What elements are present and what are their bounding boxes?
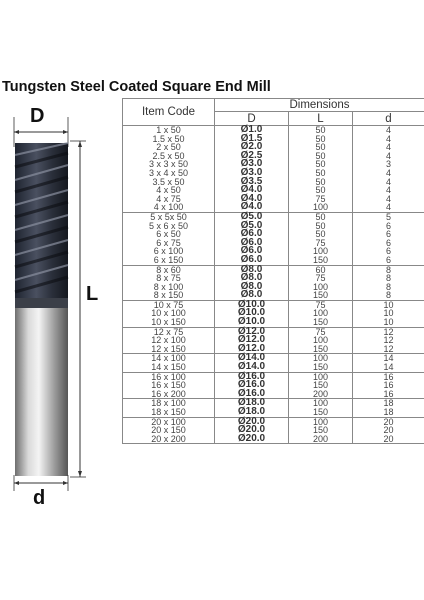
item-code-cell: 20 x 150 [123, 426, 215, 435]
page-title: Tungsten Steel Coated Square End Mill [2, 79, 271, 95]
L-cell: 150 [289, 318, 353, 327]
L-cell: 100 [289, 309, 353, 318]
item-code-cell: 4 x 50 [123, 186, 215, 195]
d-cell: 20 [353, 417, 424, 426]
L-cell: 50 [289, 230, 353, 239]
d-cell: 4 [353, 152, 424, 161]
d-cell: 20 [353, 435, 424, 444]
d-cell: 6 [353, 222, 424, 231]
d-cell: 18 [353, 399, 424, 408]
L-cell: 150 [289, 256, 353, 265]
L-cell: 150 [289, 426, 353, 435]
d-cell: 14 [353, 354, 424, 363]
end-mill-diagram [0, 95, 118, 515]
item-code-cell: 6 x 150 [123, 256, 215, 265]
D-cell: Ø10.0 [215, 309, 289, 318]
L-cell: 100 [289, 354, 353, 363]
d-cell: 4 [353, 186, 424, 195]
spec-table [122, 98, 424, 444]
item-code-cell: 4 x 100 [123, 203, 215, 212]
item-code-cell: 1 x 50 [123, 126, 215, 135]
D-cell: Ø16.0 [215, 372, 289, 381]
d-cell: 6 [353, 256, 424, 265]
item-code-cell: 2 x 50 [123, 143, 215, 152]
D-cell: Ø8.0 [215, 274, 289, 283]
D-cell: Ø3.5 [215, 178, 289, 187]
D-cell: Ø12.0 [215, 345, 289, 354]
d-cell: 8 [353, 274, 424, 283]
item-code-cell: 14 x 150 [123, 363, 215, 372]
L-cell: 100 [289, 203, 353, 212]
spec-table-body [123, 126, 424, 444]
d-cell: 6 [353, 239, 424, 248]
D-cell: Ø18.0 [215, 399, 289, 408]
D-cell: Ø6.0 [215, 256, 289, 265]
item-code-cell: 12 x 150 [123, 345, 215, 354]
L-cell: 75 [289, 195, 353, 204]
d-cell: 4 [353, 135, 424, 144]
d-cell: 4 [353, 203, 424, 212]
d-cell: 14 [353, 363, 424, 372]
shank-diameter-label: d [33, 487, 46, 509]
d-cell: 8 [353, 291, 424, 300]
item-code-cell: 3 x 3 x 50 [123, 160, 215, 169]
D-cell: Ø18.0 [215, 408, 289, 417]
d-cell: 4 [353, 178, 424, 187]
item-code-cell: 20 x 200 [123, 435, 215, 444]
L-cell: 50 [289, 169, 353, 178]
L-cell: 50 [289, 178, 353, 187]
item-code-cell: 12 x 100 [123, 336, 215, 345]
item-code-cell: 4 x 75 [123, 195, 215, 204]
L-cell: 150 [289, 363, 353, 372]
d-cell: 6 [353, 230, 424, 239]
D-cell: Ø6.0 [215, 239, 289, 248]
d-cell: 6 [353, 247, 424, 256]
d-cell: 12 [353, 327, 424, 336]
D-cell: Ø3.0 [215, 169, 289, 178]
d-cell: 12 [353, 345, 424, 354]
L-cell: 60 [289, 265, 353, 274]
item-code-cell: 12 x 75 [123, 327, 215, 336]
item-code-cell: 18 x 100 [123, 399, 215, 408]
spec-table-container [122, 98, 424, 444]
D-cell: Ø16.0 [215, 381, 289, 390]
d-cell: 20 [353, 426, 424, 435]
header-d: d [353, 112, 424, 126]
header-D: D [215, 112, 289, 126]
item-code-cell: 8 x 60 [123, 265, 215, 274]
item-code-cell: 16 x 200 [123, 390, 215, 399]
L-cell: 50 [289, 160, 353, 169]
d-cell: 16 [353, 372, 424, 381]
L-cell: 150 [289, 345, 353, 354]
D-cell: Ø8.0 [215, 265, 289, 274]
D-cell: Ø6.0 [215, 247, 289, 256]
D-cell: Ø8.0 [215, 283, 289, 292]
D-cell: Ø1.5 [215, 135, 289, 144]
item-code-cell: 1.5 x 50 [123, 135, 215, 144]
item-code-cell: 18 x 150 [123, 408, 215, 417]
D-cell: Ø20.0 [215, 417, 289, 426]
L-cell: 150 [289, 408, 353, 417]
item-code-cell: 3.5 x 50 [123, 178, 215, 187]
D-cell: Ø4.0 [215, 203, 289, 212]
L-cell: 50 [289, 126, 353, 135]
item-code-cell: 6 x 50 [123, 230, 215, 239]
d-cell: 10 [353, 318, 424, 327]
item-code-cell: 5 x 6 x 50 [123, 222, 215, 231]
d-cell: 3 [353, 160, 424, 169]
table-row [123, 435, 424, 444]
d-cell: 8 [353, 283, 424, 292]
d-cell: 16 [353, 390, 424, 399]
header-dimensions: Dimensions [215, 99, 424, 112]
d-cell: 4 [353, 195, 424, 204]
d-cell: 5 [353, 212, 424, 221]
D-cell: Ø4.0 [215, 186, 289, 195]
table-row [123, 291, 424, 300]
L-cell: 75 [289, 327, 353, 336]
L-cell: 100 [289, 283, 353, 292]
D-cell: Ø2.5 [215, 152, 289, 161]
D-cell: Ø4.0 [215, 195, 289, 204]
L-cell: 200 [289, 390, 353, 399]
d-cell: 10 [353, 300, 424, 309]
item-code-cell: 5 x 5x 50 [123, 212, 215, 221]
D-cell: Ø20.0 [215, 435, 289, 444]
table-row [123, 318, 424, 327]
d-cell: 10 [353, 309, 424, 318]
D-cell: Ø10.0 [215, 300, 289, 309]
L-cell: 200 [289, 435, 353, 444]
item-code-cell: 3 x 4 x 50 [123, 169, 215, 178]
header-item-code: Item Code [123, 99, 215, 126]
item-code-cell: 6 x 100 [123, 247, 215, 256]
D-cell: Ø2.0 [215, 143, 289, 152]
L-cell: 150 [289, 291, 353, 300]
item-code-cell: 10 x 75 [123, 300, 215, 309]
L-cell: 100 [289, 399, 353, 408]
D-cell: Ø14.0 [215, 354, 289, 363]
table-row [123, 363, 424, 372]
item-code-cell: 2.5 x 50 [123, 152, 215, 161]
L-cell: 100 [289, 417, 353, 426]
length-label: L [86, 283, 99, 305]
L-cell: 50 [289, 222, 353, 231]
D-cell: Ø6.0 [215, 230, 289, 239]
end-mill-drawing [0, 95, 118, 515]
L-cell: 100 [289, 372, 353, 381]
D-cell: Ø12.0 [215, 336, 289, 345]
D-cell: Ø5.0 [215, 222, 289, 231]
D-cell: Ø14.0 [215, 363, 289, 372]
d-cell: 12 [353, 336, 424, 345]
D-cell: Ø20.0 [215, 426, 289, 435]
table-row [123, 408, 424, 417]
D-cell: Ø8.0 [215, 291, 289, 300]
d-cell: 16 [353, 381, 424, 390]
item-code-cell: 8 x 150 [123, 291, 215, 300]
L-cell: 50 [289, 152, 353, 161]
L-cell: 100 [289, 247, 353, 256]
d-cell: 4 [353, 143, 424, 152]
item-code-cell: 10 x 150 [123, 318, 215, 327]
d-cell: 8 [353, 265, 424, 274]
header-L: L [289, 112, 353, 126]
L-cell: 75 [289, 239, 353, 248]
item-code-cell: 8 x 100 [123, 283, 215, 292]
d-cell: 4 [353, 169, 424, 178]
L-cell: 75 [289, 300, 353, 309]
item-code-cell: 20 x 100 [123, 417, 215, 426]
item-code-cell: 8 x 75 [123, 274, 215, 283]
L-cell: 50 [289, 212, 353, 221]
item-code-cell: 16 x 100 [123, 372, 215, 381]
item-code-cell: 16 x 150 [123, 381, 215, 390]
D-cell: Ø10.0 [215, 318, 289, 327]
L-cell: 50 [289, 186, 353, 195]
item-code-cell: 14 x 100 [123, 354, 215, 363]
d-cell: 18 [353, 408, 424, 417]
L-cell: 50 [289, 143, 353, 152]
item-code-cell: 6 x 75 [123, 239, 215, 248]
d-cell: 4 [353, 126, 424, 135]
L-cell: 100 [289, 336, 353, 345]
L-cell: 50 [289, 135, 353, 144]
item-code-cell: 10 x 100 [123, 309, 215, 318]
D-cell: Ø16.0 [215, 390, 289, 399]
D-cell: Ø12.0 [215, 327, 289, 336]
D-cell: Ø5.0 [215, 212, 289, 221]
diameter-label: D [30, 105, 45, 127]
L-cell: 150 [289, 381, 353, 390]
L-cell: 75 [289, 274, 353, 283]
table-row [123, 256, 424, 265]
D-cell: Ø1.0 [215, 126, 289, 135]
D-cell: Ø3.0 [215, 160, 289, 169]
